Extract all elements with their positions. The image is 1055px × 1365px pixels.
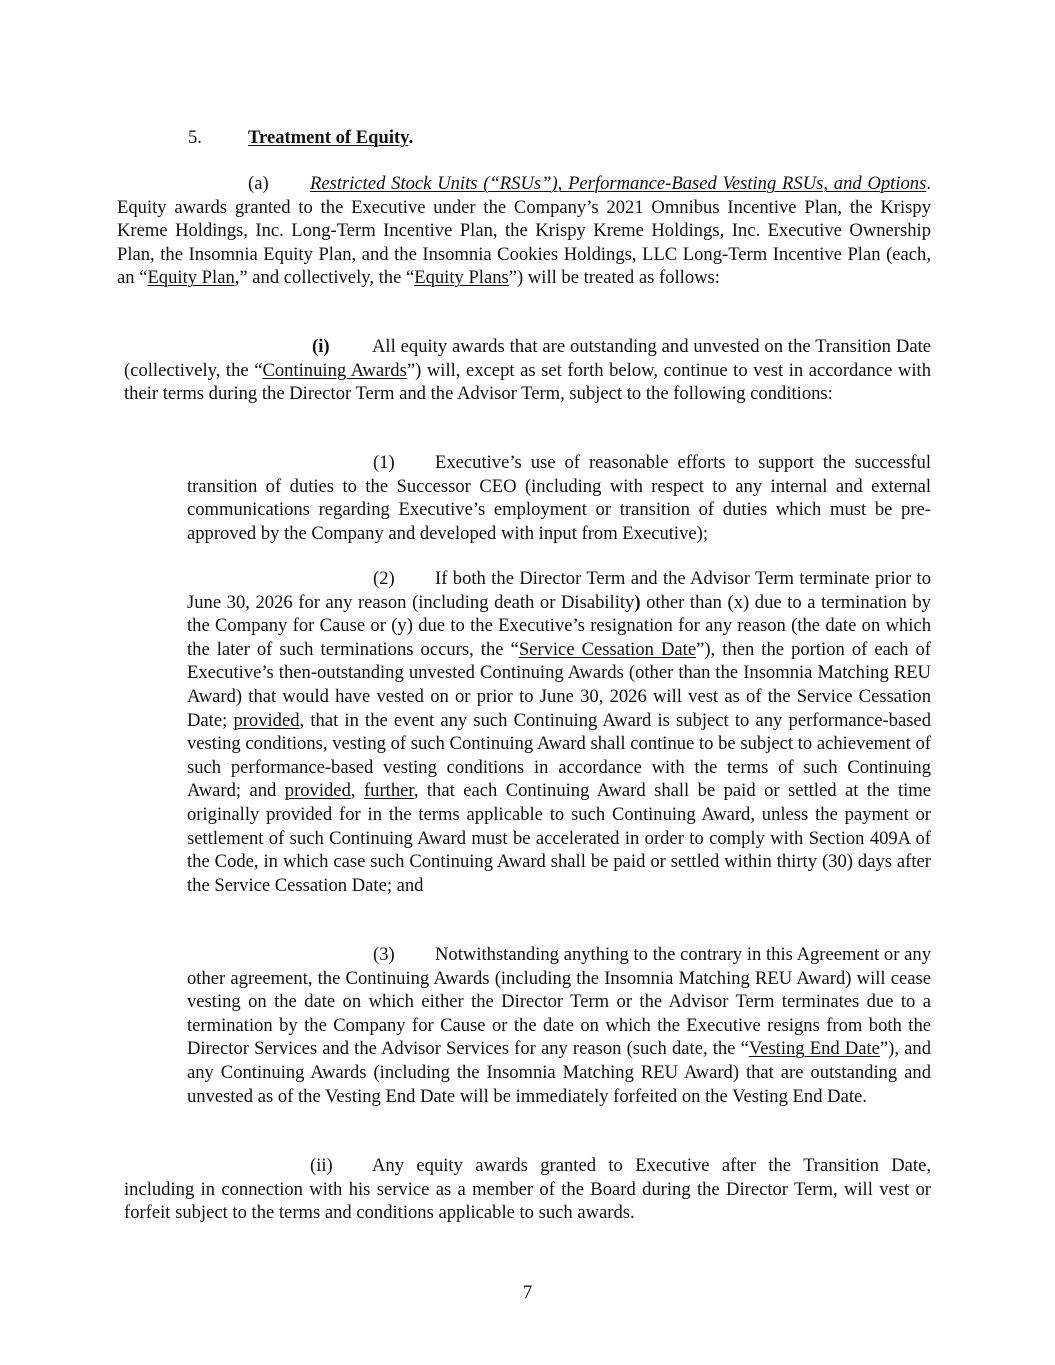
paragraph-a-heading: Restricted Stock Units (“RSUs”), Performance-Based Vesting RSUs, and Options <box>310 173 927 194</box>
paragraph-ii: (ii) Any equity awards granted to Executive after the Transition Date, including in connection with his service as a member of the Board during the Director Term, will vest or forfeit subject to the terms and conditions applicable to such awards. <box>124 1155 931 1224</box>
item-3-marker: (3) <box>373 944 395 965</box>
section-title: Treatment of Equity <box>248 127 409 148</box>
defined-term-vesting-end-date: Vesting End Date <box>748 1038 880 1060</box>
further-term: further <box>363 780 414 802</box>
paragraph-i: (i) All equity awards that are outstanding and unvested on the Transition Date (collectively, the “Continuing Awards”) will, except as set forth below, continue to vest in accordance with their terms during the Director Term and the Advisor Term, subject to the following conditions: <box>124 336 931 405</box>
paragraph-ii-marker: (ii) <box>310 1155 333 1176</box>
section-heading: 5. Treatment of Equity. <box>188 127 414 148</box>
paragraph-a: (a) Restricted Stock Units (“RSUs”), Performance-Based Vesting RSUs, and Options. Equity awards granted to the Executive under the Company’s 2021 Omnibus Incentive Plan, the Krispy Kreme Holdings, Inc. Long-Term Incentive Plan, the Krispy Kreme Holdings, Inc. Executive Ownership Plan, the Insomnia Equity Plan, and the Insomnia Cookies Holdings, LLC Long-Term Incentive Plan (each, an “Equity Plan,” and collectively, the “Equity Plans”) will be treated as follows: <box>117 173 931 289</box>
page-number: 7 <box>522 1282 533 1303</box>
item-2-marker: (2) <box>373 568 395 589</box>
provided-term: provided <box>233 709 300 731</box>
defined-term-service-cessation-date: Service Cessation Date <box>518 638 697 660</box>
item-1: (1) Executive’s use of reasonable efforts to support the successful transition of duties to the Successor CEO (including with respect to any internal and external communications regarding Executive’s employment or transition of duties which must be pre-approved by the Company and developed with input from Executive); <box>187 452 931 544</box>
section-number: 5. <box>188 127 202 148</box>
paragraph-i-marker: (i) <box>312 336 330 357</box>
item-2: (2) If both the Director Term and the Advisor Term terminate prior to June 30, 2026 for any reason (including death or Disability) other than (x) due to a termination by the Company for Cause or (y) due to the Executive’s resignation for any reason (the date on which the later of such terminations occurs, the “Service Cessation Date”), then the portion of each of Executive’s then-outstanding unvested Continuing Awards (other than the Insomnia Matching REU Award) that would have vested on or prior to June 30, 2026 will vest as of the Service Cessation Date; provided, that in the event any such Continuing Award is subject to any performance-based vesting conditions, vesting of such Continuing Award shall continue to be subject to achievement of such performance-based vesting conditions in accordance with the terms of such Continuing Award; and provided, further, that each Continuing Award shall be paid or settled at the time originally provided for in the terms applicable to such Continuing Award, unless the payment or settlement of such Continuing Award must be accelerated in order to comply with Section 409A of the Code, in which case such Continuing Award shall be paid or settled within thirty (30) days after the Service Cessation Date; and <box>187 568 931 896</box>
item-3: (3) Notwithstanding anything to the contrary in this Agreement or any other agreement, the Continuing Awards (including the Insomnia Matching REU Award) will cease vesting on the date on which either the Director Term or the Advisor Term terminates due to a termination by the Company for Cause or the date on which the Executive resigns from both the Director Services and the Advisor Services for any reason (such date, the “Vesting End Date”), and any Continuing Awards (including the Insomnia Matching REU Award) that are outstanding and unvested as of the Vesting End Date will be immediately forfeited on the Vesting End Date. <box>187 944 931 1107</box>
item-1-marker: (1) <box>373 452 395 473</box>
defined-term-equity-plans: Equity Plans <box>414 267 509 289</box>
defined-term-continuing-awards: Continuing Awards <box>262 359 407 381</box>
defined-term-equity-plan: Equity Plan <box>147 267 235 289</box>
paragraph-a-marker: (a) <box>248 173 269 194</box>
provided-term-2: provided <box>284 780 351 802</box>
